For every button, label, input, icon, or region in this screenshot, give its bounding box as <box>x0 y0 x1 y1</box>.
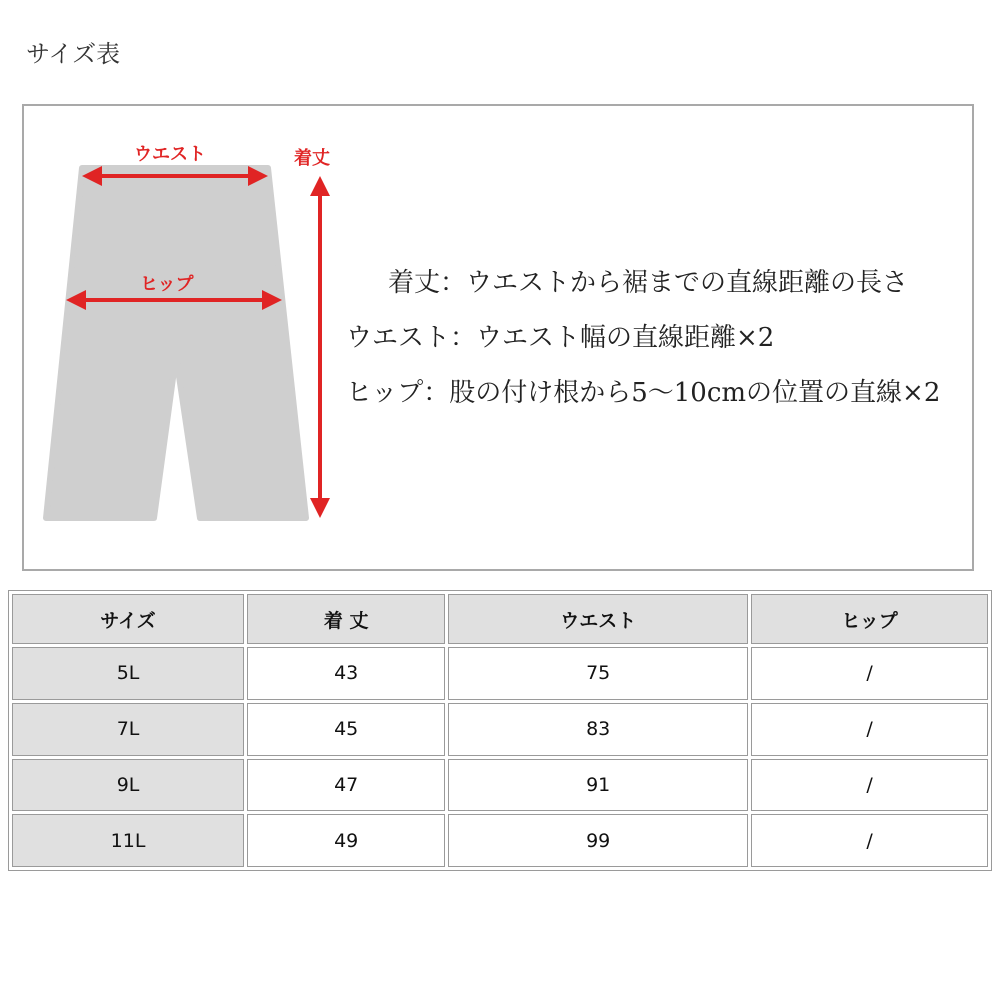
cell-length: 45 <box>247 703 445 756</box>
page-title: サイズ表 <box>26 40 121 68</box>
cell-size: 9L <box>12 759 244 812</box>
cell-size: 7L <box>12 703 244 756</box>
cell-size: 5L <box>12 647 244 700</box>
table-row <box>12 703 988 756</box>
table-row <box>12 647 988 700</box>
table-header-row <box>12 594 988 644</box>
desc-waist: ウエスト：ウエスト幅の直線距離×2 <box>346 323 775 353</box>
hip-label: ヒップ <box>140 274 194 295</box>
size-diagram <box>22 104 974 571</box>
cell-waist: 91 <box>448 759 748 812</box>
cell-waist: 99 <box>448 814 748 867</box>
header-size: サイズ <box>12 594 244 644</box>
cell-hip: / <box>751 703 988 756</box>
waist-label: ウエスト <box>134 144 206 165</box>
cell-hip: / <box>751 814 988 867</box>
pants-shape <box>46 168 306 518</box>
cell-length: 47 <box>247 759 445 812</box>
header-hip: ヒップ <box>751 594 988 644</box>
desc-length: 着丈：ウエストから裾までの直線距離の長さ <box>388 268 909 298</box>
cell-length: 49 <box>247 814 445 867</box>
table-row <box>12 814 988 867</box>
size-table <box>8 590 992 871</box>
header-length: 着 丈 <box>247 594 445 644</box>
cell-waist: 83 <box>448 703 748 756</box>
header-waist: ウエスト <box>448 594 748 644</box>
cell-length: 43 <box>247 647 445 700</box>
desc-hip: ヒップ：股の付け根から5～10cmの位置の直線×2 <box>346 378 941 408</box>
length-label: 着丈 <box>294 148 330 169</box>
cell-hip: / <box>751 647 988 700</box>
cell-size: 11L <box>12 814 244 867</box>
cell-waist: 75 <box>448 647 748 700</box>
table-row <box>12 759 988 812</box>
cell-hip: / <box>751 759 988 812</box>
